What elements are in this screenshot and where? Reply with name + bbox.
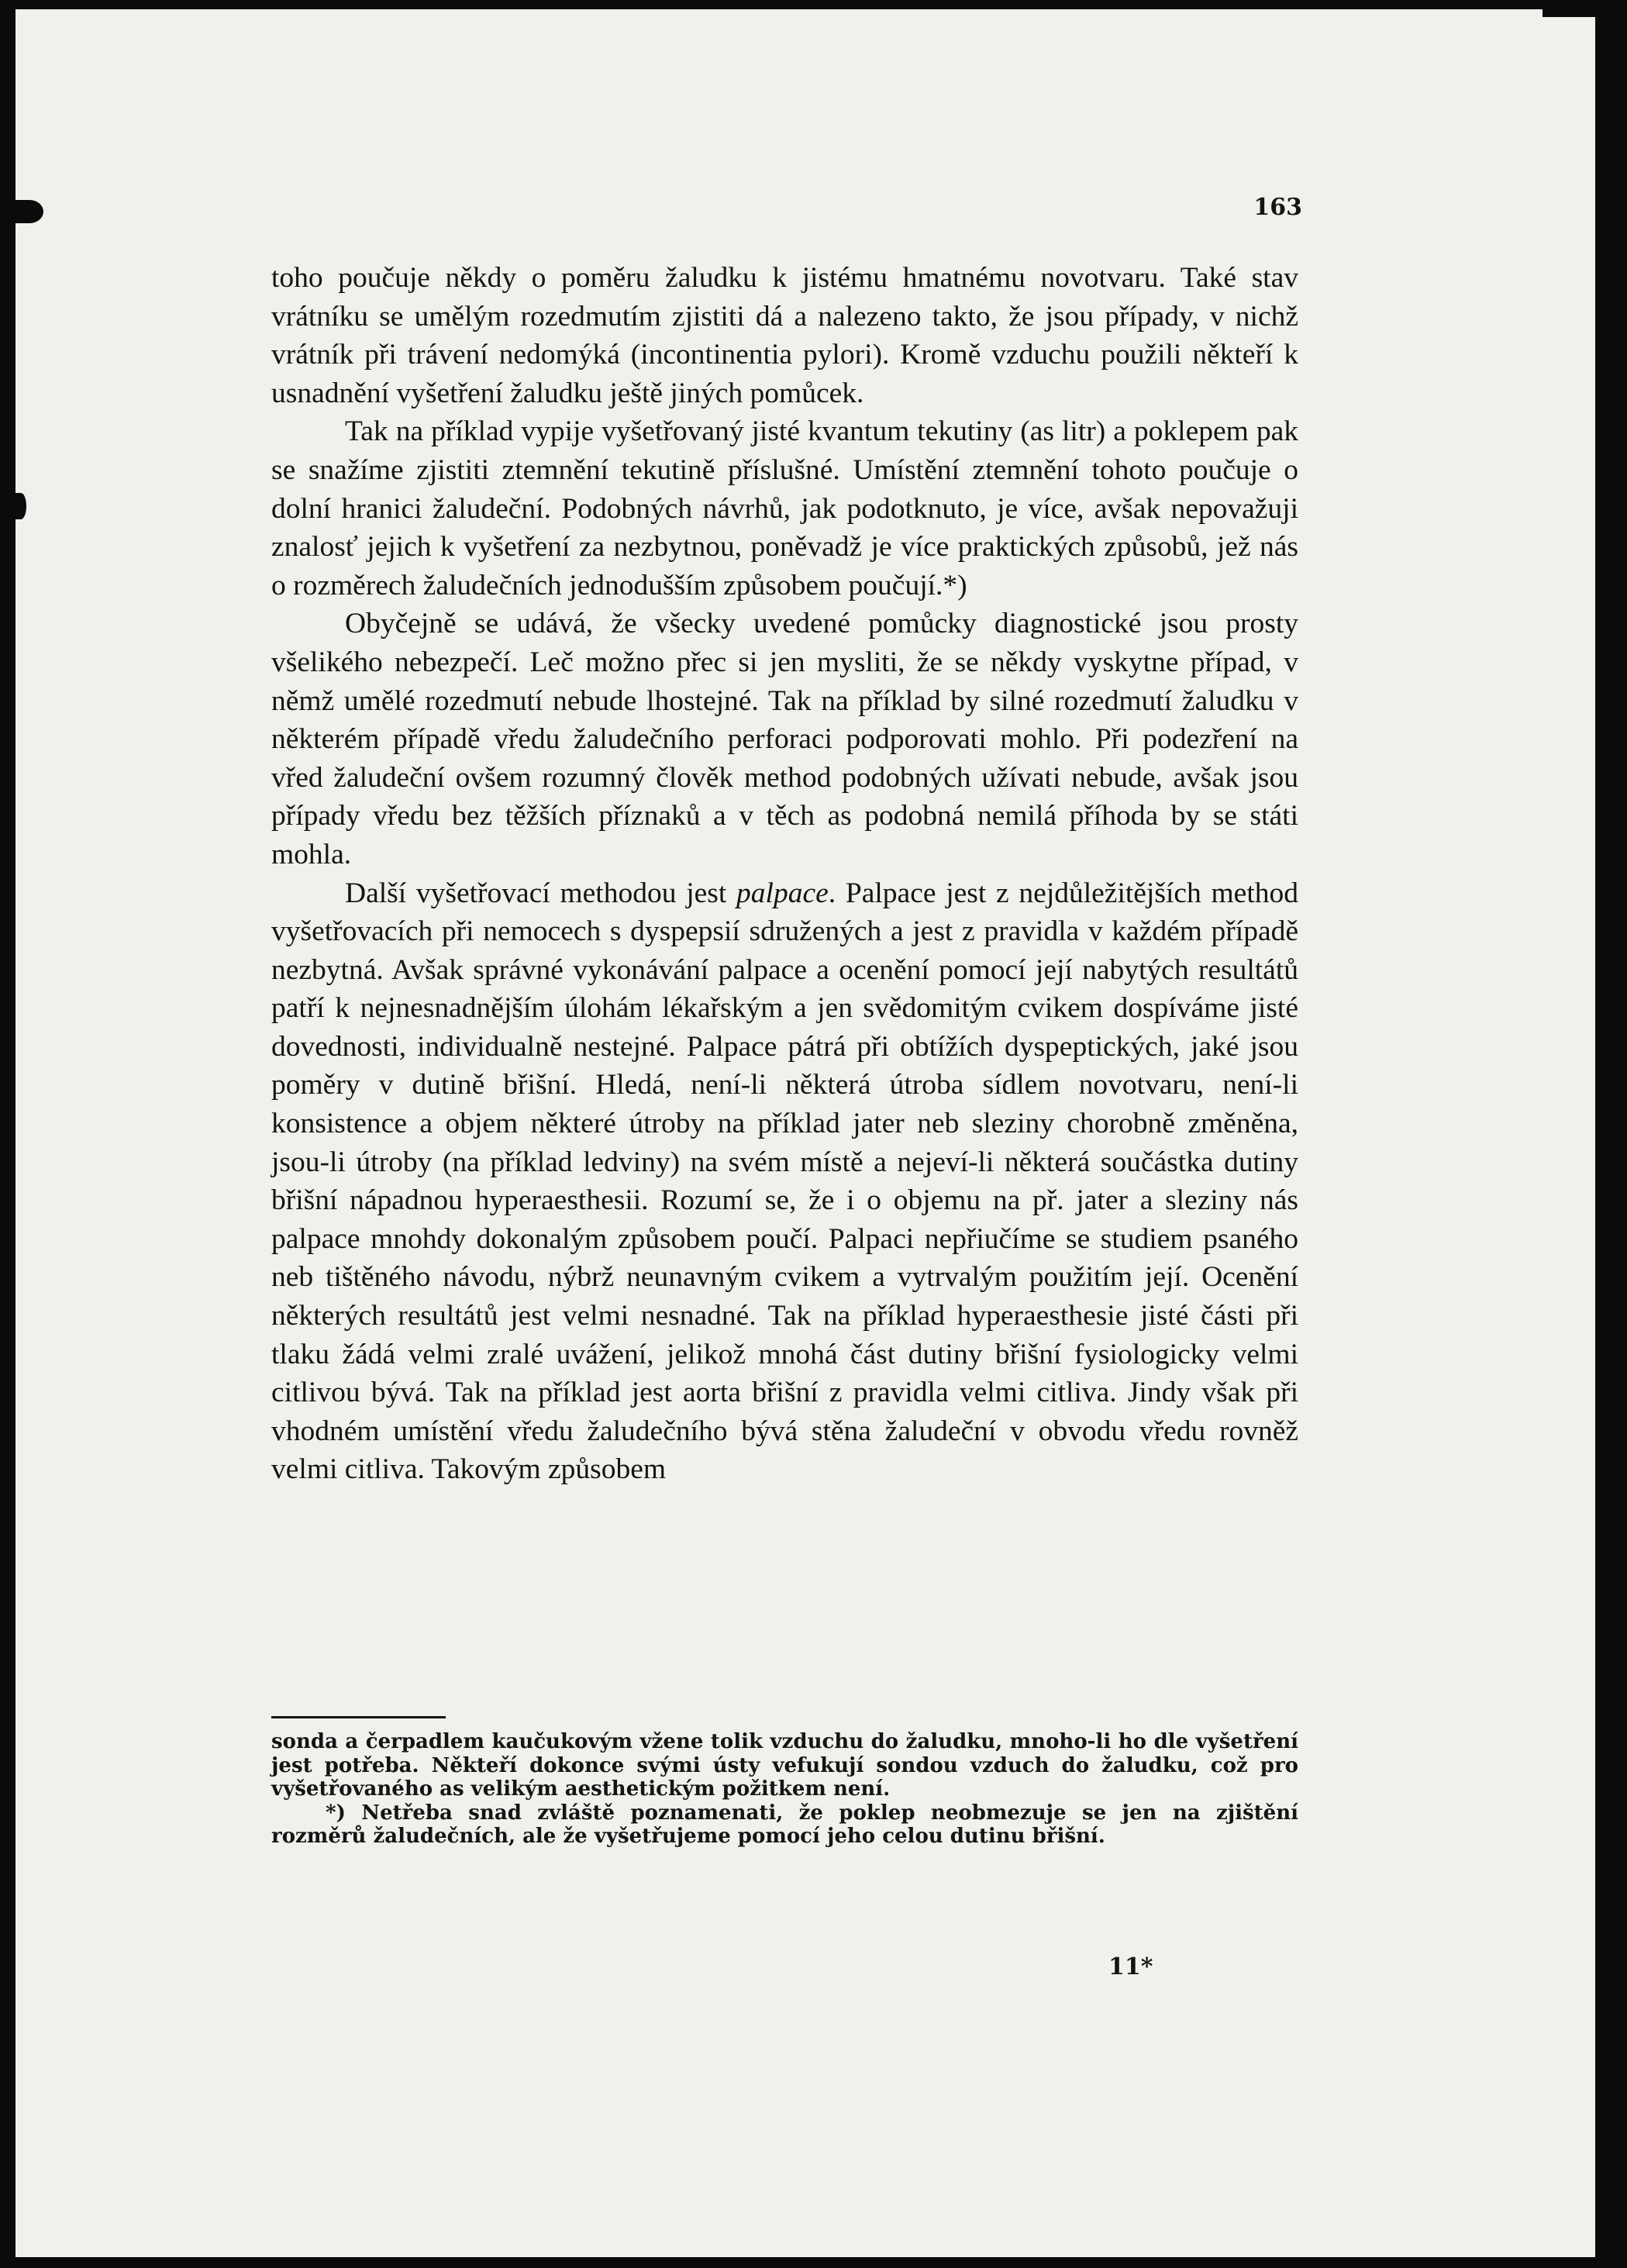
paragraph: toho poučuje někdy o poměru žaludku k jistému hmatnému novotvaru. Také stav vrátníku se umělým rozedmutím zjistiti dá a nalezeno takto, že jsou případy, v nichž vrátník při trávení nedomýká (incontinentia pylori). Kromě vzduchu použili někteří k usnadnění vyšetření žaludku ještě jiných pomůcek. bbox=[271, 262, 1298, 409]
scan-edge-mark bbox=[16, 200, 43, 223]
signature-mark: 11* bbox=[1108, 1953, 1153, 1980]
paragraph-text: Další vyšetřovací methodou jest bbox=[345, 877, 737, 909]
paragraph-text: . Palpace jest z nejdůležitějších method vyšetřovacích při nemocech s dyspepsií sdružených a jest z pravidla v každém případě nezbytná. Avšak správné vykonávání palpace a ocenění pomocí její nabytých resultátů patří k nejnesnadnějším úlohám lékařským a jen svědomitým cvikem dospíváme jisté dovednosti, individualně nestejné. Palpace pátrá při obtížích dyspeptických, jaké jsou poměry v dutině břišní. Hledá, není-li některá útroba sídlem novotvaru, není-li konsistence a objem některé útroby na příklad jater neb sleziny chorobně změněna, jsou-li útroby (na příklad ledviny) na svém místě a nejeví-li některá součástka dutiny břišní nápadnou hyperaesthesii. Rozumí se, že i o objemu na př. jater a sleziny nás palpace mnohdy dokonalým způsobem poučí. Palpaci nepřiučíme se studiem psaného neb tištěného návodu, nýbrž neunavným cvikem a vytrvalým použitím její. Ocenění některých resultátů jest velmi nesnadné. Tak na příklad hyperaesthesie jisté části při tlaku žádá velmi zralé uvážení, jelikož mnohá část dutiny břišní fysiologicky velmi citlivou bývá. Tak na příklad jest aorta břišní z pravidla velmi citliva. Jindy však při vhodném umístění vředu žaludečního bývá stěna žaludeční v obvodu vředu rovněž velmi citliva. Takovým způsobem bbox=[271, 877, 1298, 1486]
footnote: *) Netřeba snad zvláště poznamenati, že poklep neobmezuje se jen na zjištění rozměrů žaludečních, ale že vyšetřujeme pomocí jeho celou dutinu břišní. bbox=[271, 1801, 1298, 1848]
paragraph: Tak na příklad vypije vyšetřovaný jisté kvantum tekutiny (as litr) a poklepem pak se snažíme zjistiti ztemnění tekutině příslušné. Umístění ztemnění tohoto poučuje o dolní hranici žaludeční. Podobných návrhů, jak podotknuto, je více, avšak nepovažuji znalosť jejich k vyšetření za nezbytnou, poněvadž je více praktických způsobů, jež nás o rozměrech žaludečních jednodušším způsobem poučují.*) bbox=[271, 415, 1298, 601]
page-number: 163 bbox=[1253, 194, 1302, 221]
emphasized-term: palpace bbox=[736, 877, 829, 909]
scan-edge-mark bbox=[16, 493, 26, 519]
paragraph: Obyčejně se udává, že všecky uvedené pomůcky diagnostické jsou prosty všelikého nebezpečí. Leč možno přec si jen mysliti, že se někdy vyskytne případ, v němž umělé rozedmutí nebude lhostejné. Tak na příklad by silné rozedmutí žaludku v některém případě vředu žaludečního perforaci podporovati mohlo. Při podezření na vřed žaludeční ovšem rozumný člověk method podobných užívati nebude, avšak jsou případy vředu bez těžších příznaků a v těch as podobná nemilá příhoda by se státi mohla. bbox=[271, 608, 1298, 870]
footnote-divider bbox=[271, 1716, 446, 1718]
main-text bbox=[271, 259, 1298, 1489]
scan-edge-mark bbox=[1543, 9, 1595, 17]
footnotes bbox=[271, 1730, 1298, 1849]
footnote-continuation: sonda a čerpadlem kaučukovým vžene tolik vzduchu do žaludku, mnoho-li ho dle vyšetření jest potřeba. Někteří dokonce svými ústy vefukují sondou vzduch do žaludku, což pro vyšetřovaného as velikým aesthetickým požitkem není. bbox=[271, 1730, 1298, 1801]
paragraph-palpace bbox=[271, 874, 1298, 1490]
